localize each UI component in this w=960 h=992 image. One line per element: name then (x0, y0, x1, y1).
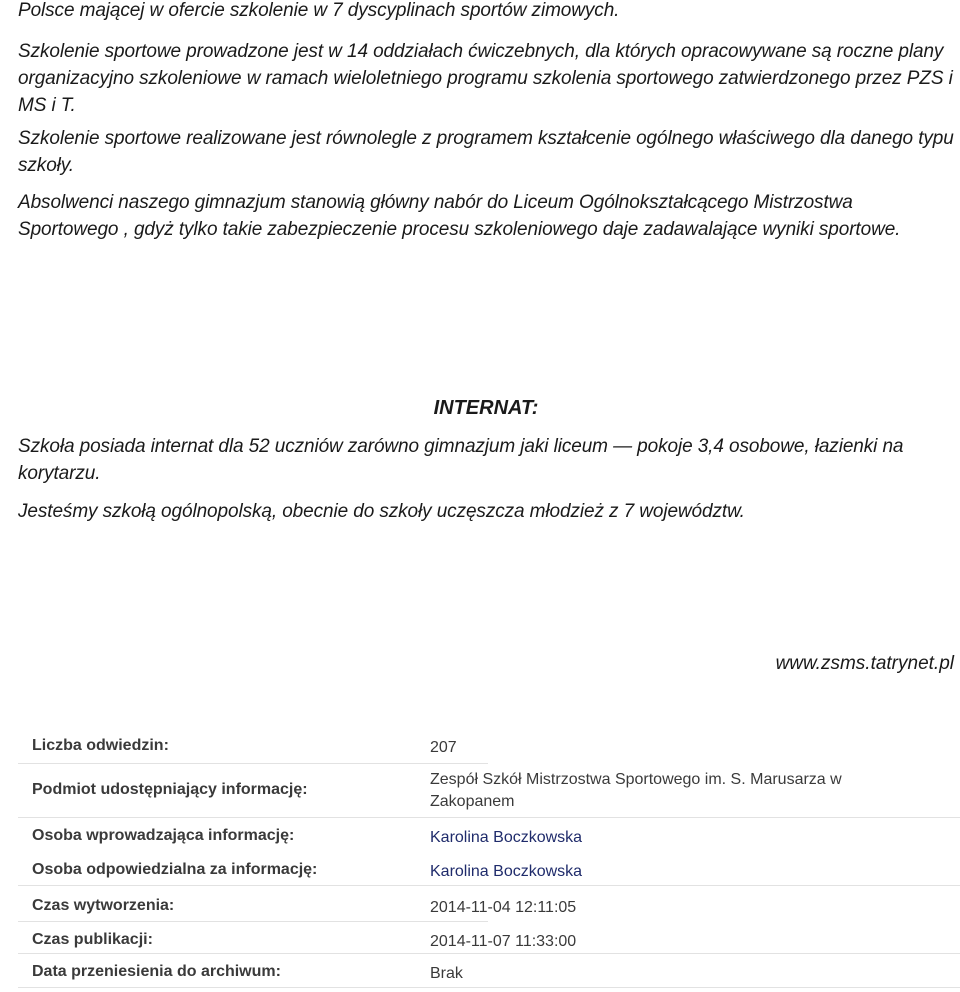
archived-value: Brak (430, 965, 463, 982)
divider (18, 763, 488, 764)
published-value: 2014-11-07 11:33:00 (430, 933, 577, 950)
divider (18, 953, 960, 954)
published-label: Czas publikacji: (32, 931, 153, 948)
created-label: Czas wytworzenia: (32, 897, 175, 914)
publisher-label: Podmiot udostępniający informację: (32, 781, 308, 798)
publisher-value: Zespół Szkół Mistrzostwa Sportowego im. S. Marusarza w Zakopanem (430, 771, 842, 810)
website-link[interactable]: www.zsms.tatrynet.pl (775, 653, 954, 674)
created-value: 2014-11-04 12:11:05 (430, 899, 577, 916)
visits-value: 207 (430, 739, 457, 756)
divider (18, 921, 488, 922)
introduced-by-label: Osoba wprowadzająca informację: (32, 827, 295, 844)
introduced-by-value[interactable]: Karolina Boczkowska (430, 829, 583, 846)
internat-paragraph: Szkoła posiada internat dla 52 uczniów zarówno gimnazjum jaki liceum — pokoje 3,4 osobowe, łazienki na korytarzu. (18, 436, 904, 484)
divider (18, 817, 960, 818)
archived-label: Data przeniesienia do archiwum: (32, 963, 281, 980)
internat-paragraph: Jesteśmy szkołą ogólnopolską, obecnie do szkoły uczęszcza młodzież z 7 województw. (18, 501, 745, 522)
internat-heading: INTERNAT: (433, 397, 539, 419)
article-paragraph: Szkolenie sportowe prowadzone jest w 14 oddziałach ćwiczebnych, dla których opracowywane są roczne plany organizacyjno szkoleniowe w ramach wieloletniego programu szkolenia sportowego zatwierdzonego przez PZS i MS i T. (18, 41, 953, 116)
divider (18, 885, 960, 886)
article-paragraph: Absolwenci naszego gimnazjum stanowią główny nabór do Liceum Ogólnokształcącego Mistrzostwa Sportowego , gdyż tylko takie zabezpieczenie procesu szkoleniowego daje zadawalające wyniki sportowe. (18, 192, 901, 240)
article-paragraph: Szkolenie sportowe realizowane jest równolegle z programem kształcenie ogólnego właściwego dla danego typu szkoły. (18, 128, 954, 176)
visits-label: Liczba odwiedzin: (32, 737, 169, 754)
divider (18, 987, 960, 988)
responsible-value[interactable]: Karolina Boczkowska (430, 863, 583, 880)
responsible-label: Osoba odpowiedzialna za informację: (32, 861, 318, 878)
article-paragraph: Polsce mającej w ofercie szkolenie w 7 dyscyplinach sportów zimowych. (18, 0, 620, 21)
